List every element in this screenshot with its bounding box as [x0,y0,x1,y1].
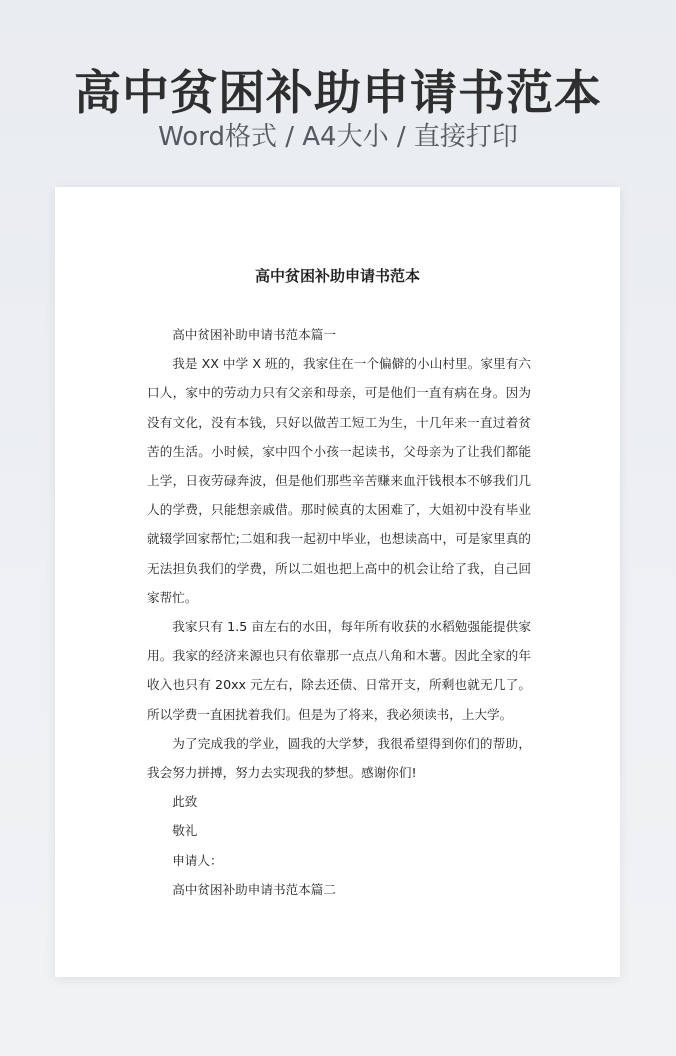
document-title: 高中贫困补助申请书范本 [254,267,420,285]
paragraph-closing-salutation: 此致 [172,794,198,810]
banner-title: 高中贫困补助申请书范本 [74,66,602,121]
paragraph-request-help: 为了完成我的学业，圆我的大学梦，我很希望得到你们的帮助，我会努力拼搏，努力去实现我的梦想。感谢你们! [147,735,531,781]
document-page [55,187,620,977]
document-body [147,320,531,904]
paragraph-applicant: 申请人： [172,852,223,868]
paragraph-closing-regards: 敬礼 [172,823,198,839]
banner-subtitle: Word格式 / A4大小 / 直接打印 [158,122,518,152]
paragraph-family-income: 我家只有 1.5 亩左右的水田，每年所有收获的水稻勉强能提供家用。我家的经济来源也只有依靠那一点点八角和木薯。因此全家的年收入也只有 20xx 元左右，除去还债、日常开支，所剩也就无几了。所以学费一直困扰着我们。但是为了将来，我必须读书，上大学。 [147,619,531,722]
paragraph-family-background: 我是 XX 中学 X 班的，我家住在一个偏僻的小山村里。家里有六口人，家中的劳动力只有父亲和母亲，可是他们一直有病在身。因为没有文化，没有本钱，只好以做苦工短工为生，十几年来一直过着贫苦的生活。小时候，家中四个小孩一起读书，父母亲为了让我们都能上学，日夜劳碌奔波，但是他们那些辛苦赚来血汗钱根本不够我们几人的学费，只能想亲戚借。那时候真的太困难了，大姐初中没有毕业就辍学回家帮忙;二姐和我一起初中毕业，也想读高中，可是家里真的无法担负我们的学费，所以二姐也把上高中的机会让给了我，自己回家帮忙。 [147,356,531,605]
paragraph-section-heading-2: 高中贫困补助申请书范本篇二 [172,881,336,897]
paragraph-section-heading-1: 高中贫困补助申请书范本篇一 [172,327,336,342]
